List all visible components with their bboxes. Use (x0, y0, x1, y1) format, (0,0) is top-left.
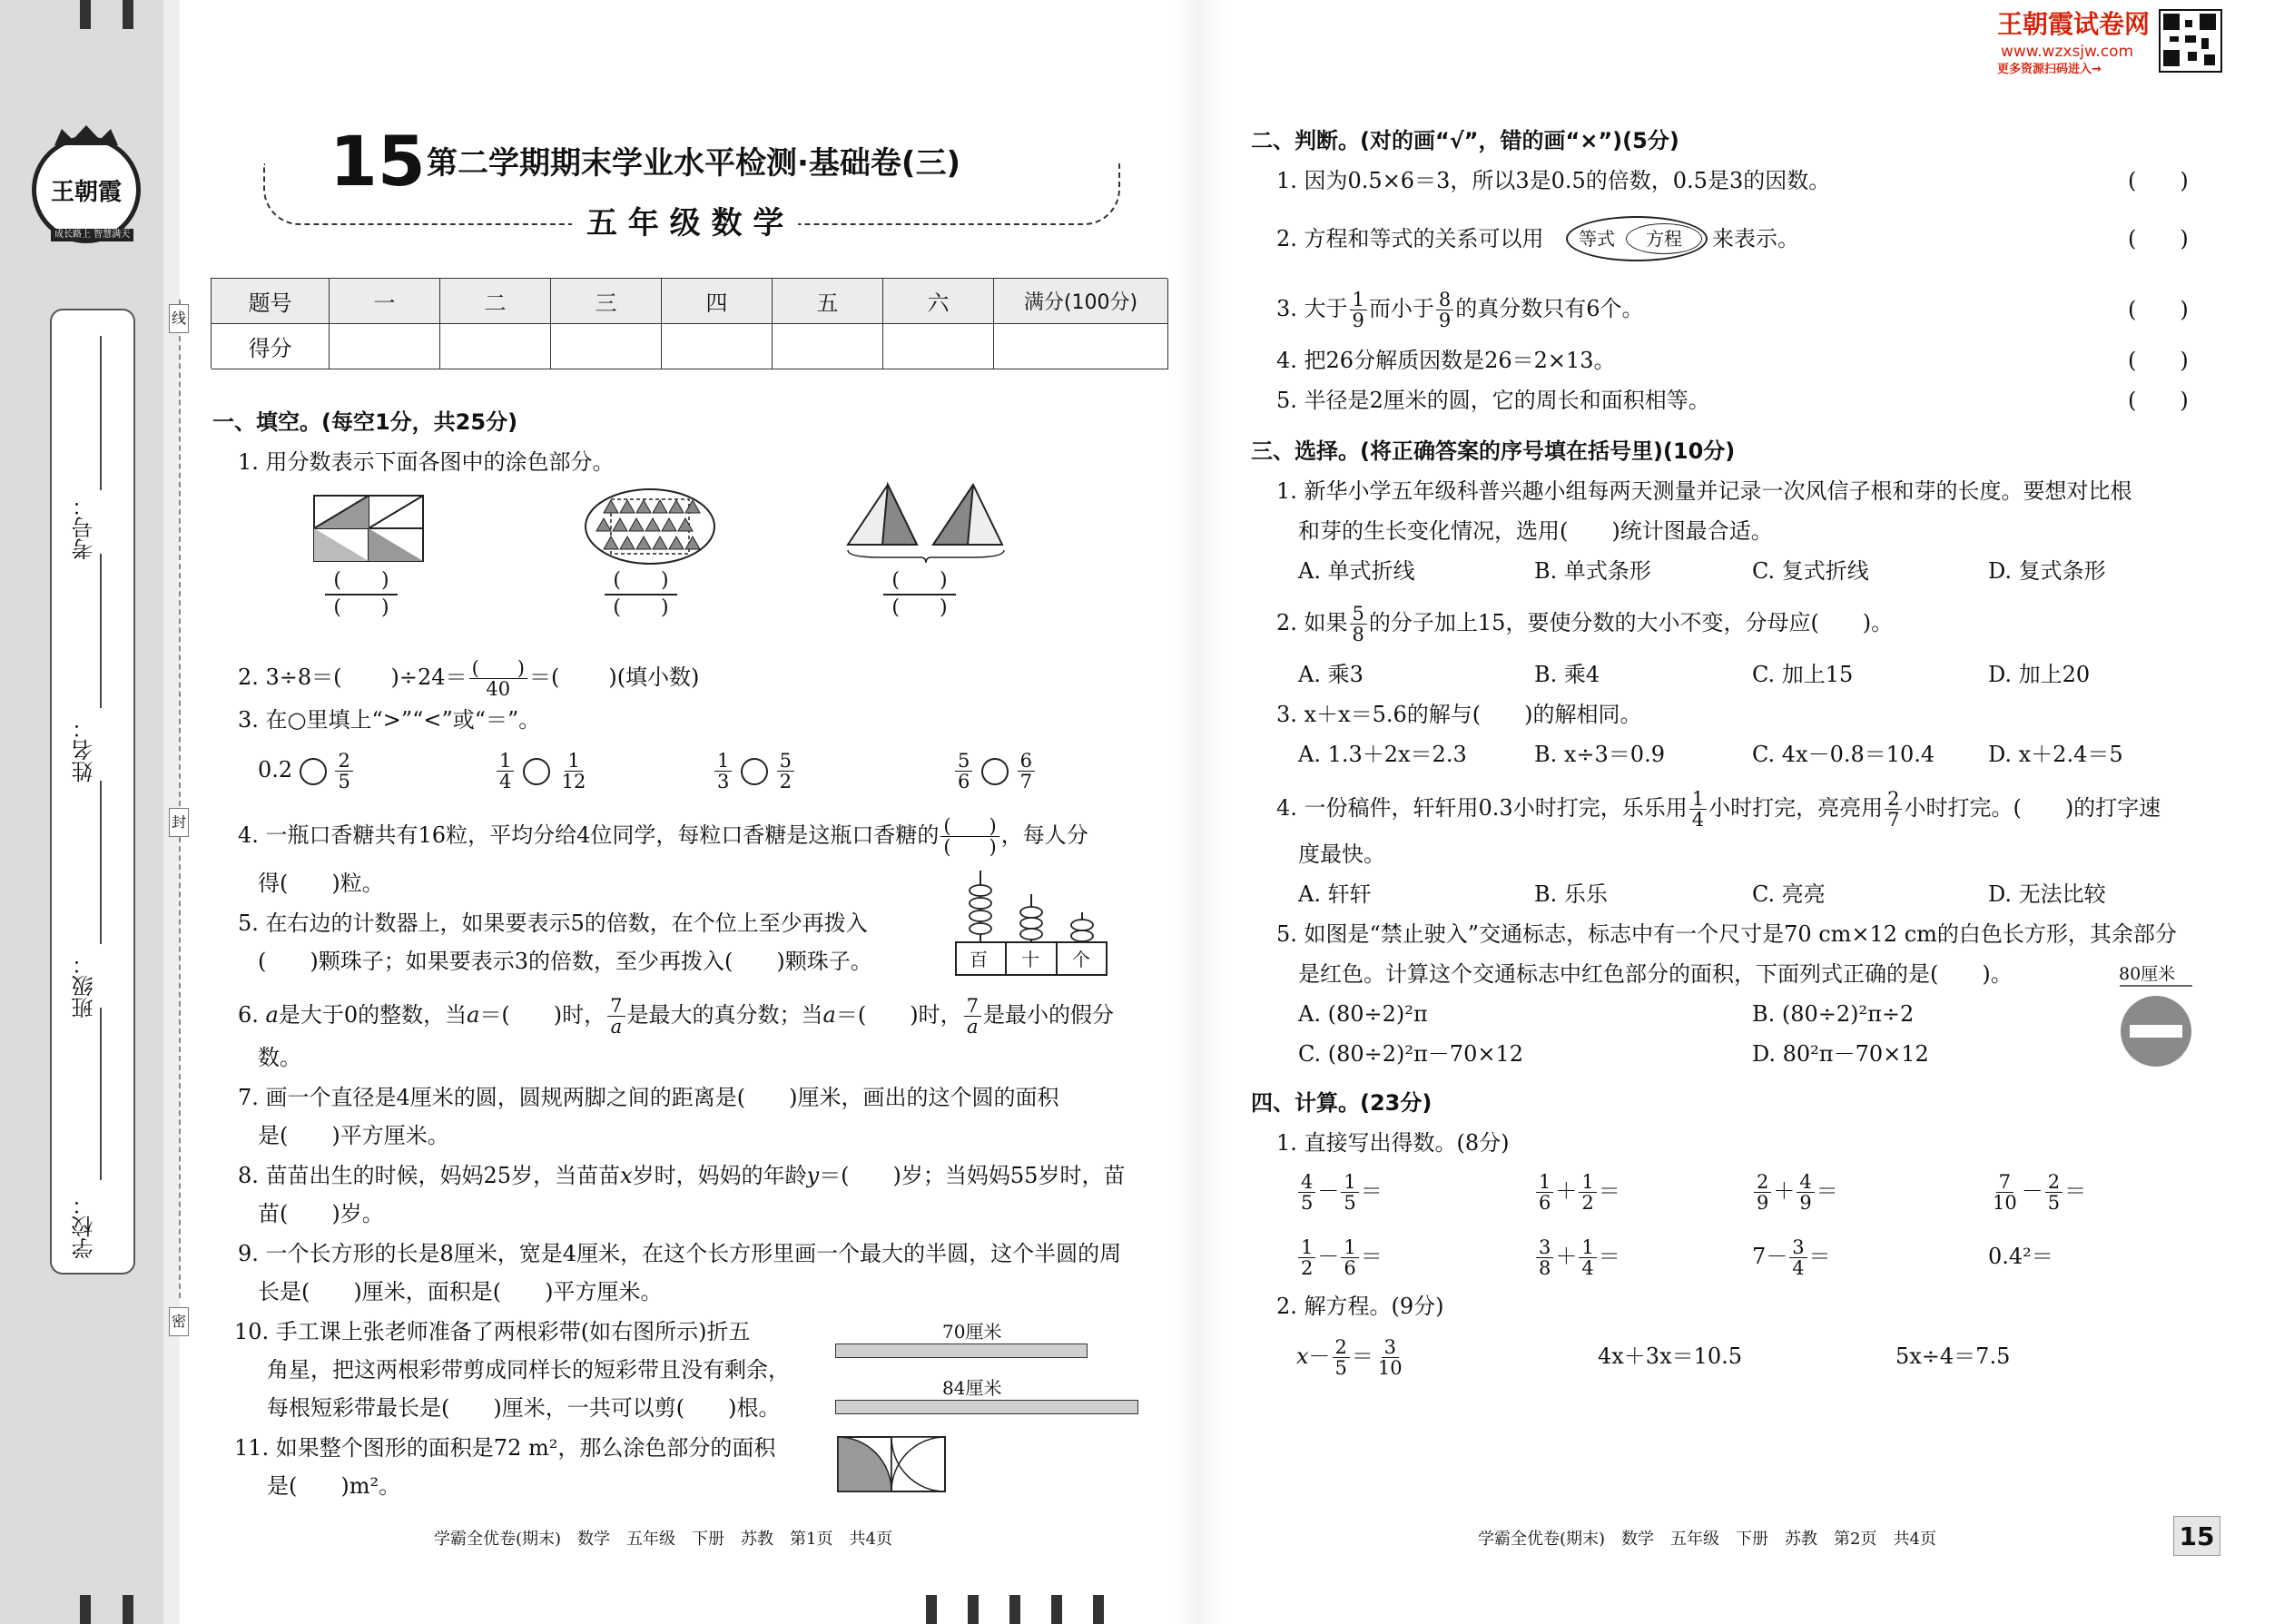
score-cell[interactable] (773, 324, 883, 369)
choice-question: 1. 新华小学五年级科普兴趣小组每两天测量并记录一次风信子根和芽的长度。要想对比根 (1276, 478, 2132, 504)
choice-question: 2. 如果 $\frac{5}{8}$ 的分子加上15，要使分数的大小不变，分母应( )。 (1276, 603, 1894, 645)
answer-fraction[interactable]: ( ) ( ) (605, 568, 677, 621)
footer-left: 学霸全优卷(期末) 数学 五年级 下册 苏教 第1页 共4页 (434, 1530, 892, 1549)
section-heading: 一、填空。(每空1分，共25分) (212, 409, 518, 435)
venn-diagram: 等式 方程 (1566, 216, 1708, 261)
table-row-label: 得分 (212, 324, 330, 369)
crown-icon (54, 125, 118, 145)
section-heading: 三、选择。(将正确答案的序号填在括号里)(10分) (1251, 438, 1736, 464)
option[interactable]: D. 无法比较 (1988, 881, 2106, 907)
compare-item: $\frac{1}{4}$ $\frac{1}{12}$ (495, 744, 590, 795)
ribbon-84 (835, 1400, 1138, 1414)
equation[interactable]: 4x＋3x＝10.5 (1598, 1343, 1743, 1369)
option[interactable]: C. 加上15 (1752, 662, 1854, 687)
option[interactable]: C. 4x－0.8＝10.4 (1752, 742, 1935, 767)
cut-mark (123, 1595, 133, 1624)
table-header-cell: 题号 (212, 279, 330, 324)
seal-line (179, 300, 181, 1298)
question: 每根短彩带最长是( )厘米，一共可以剪( )根。 (267, 1395, 781, 1421)
sub-question: 2. 解方程。(9分) (1276, 1294, 1444, 1319)
page-subtitle: 五 年 级 数 学 (572, 205, 798, 241)
class-field[interactable] (100, 781, 102, 944)
cut-mark (968, 1595, 979, 1624)
table-header-cell: 六 (883, 279, 994, 324)
choice-question: 5. 如图是“禁止驶入”交通标志，标志中有一个尺寸是70 cm×12 cm的白色长方形，其余部分 (1276, 921, 2177, 947)
answer-blank[interactable]: ( ) (2128, 348, 2189, 373)
abacus-label-hundreds: 百 (970, 949, 988, 970)
exam-no-field[interactable] (100, 336, 102, 490)
score-cell[interactable] (883, 324, 994, 369)
page-title: 第二学期期末学业水平检测·基础卷(三) (427, 145, 960, 182)
option[interactable]: B. 乘4 (1534, 662, 1600, 687)
answer-blank[interactable]: ( ) (2128, 226, 2189, 251)
logo-text: 王朝霞 (50, 178, 122, 206)
exam-no-label: 考号： (72, 495, 97, 560)
page-number: 15 (2179, 1521, 2215, 1551)
abacus-label-tens: 十 (1021, 949, 1039, 970)
choice-question: 度最快。 (1298, 842, 1385, 867)
cut-mark (926, 1595, 937, 1624)
equation[interactable]: x－ $\frac{2}{5}$ ＝ $\frac{3}{10}$ (1296, 1336, 1403, 1379)
question: ( )颗珠子；如果要表示3的倍数，至少再拨入( )颗珠子。 (258, 949, 872, 974)
question: 10. 手工课上张老师准备了两根彩带(如右图所示)折五 (234, 1319, 751, 1344)
watermark-brand: 王朝霞试卷网 (1997, 9, 2151, 39)
question: 3. 在○里填上“>”“<”或“＝”。 (238, 707, 541, 733)
abacus-label-ones: 个 (1072, 949, 1090, 970)
section-heading: 二、判断。(对的画“√”，错的画“×”)(5分) (1251, 128, 1679, 153)
logo-tagline: 成长路上 智慧满天 (51, 229, 133, 241)
sign-dimension-label: 80厘米 (2119, 964, 2176, 984)
option[interactable]: C. 亮亮 (1752, 881, 1826, 907)
figure-quarter-circles (837, 1436, 946, 1492)
question: 8. 苗苗出生的时候，妈妈25岁，当苗苗x岁时，妈妈的年龄y＝( )岁；当妈妈55岁时，苗 (238, 1163, 1126, 1188)
no-entry-sign-icon (2113, 982, 2199, 1068)
figure-pyramids (844, 481, 1008, 563)
question: 7. 画一个直径是4厘米的圆，圆规两脚之间的距离是( )厘米，画出的这个圆的面积 (238, 1085, 1059, 1110)
table-header-cell: 二 (440, 279, 551, 324)
answer-blank[interactable]: ( ) (2128, 388, 2189, 413)
qr-code-icon[interactable] (2159, 9, 2222, 73)
answer-blank[interactable]: ( ) (2128, 297, 2189, 322)
table-header-cell: 满分(100分) (994, 279, 1168, 324)
question: 长是( )厘米，面积是( )平方厘米。 (258, 1279, 663, 1304)
question: 角星，把这两根彩带剪成同样长的短彩带且没有剩余， (267, 1357, 790, 1383)
logo-badge (32, 136, 141, 243)
question: 苗( )岁。 (258, 1201, 384, 1226)
cut-mark (1009, 1595, 1020, 1624)
calc-item[interactable]: $\frac{2}{9}$ ＋ $\frac{4}{9}$ ＝ (1752, 1164, 1838, 1218)
judge-item: 5. 半径是2厘米的圆，它的周长和面积相等。 (1276, 388, 1710, 413)
question: 4. 一瓶口香糖共有16粒，平均分给4位同学，每粒口香糖是这瓶口香糖的 $\frac{( )}{( )}$ ，每人分 (238, 815, 1088, 858)
question: 6. a是大于0的整数，当a＝( )时， $\frac{7}{a}$ 是最大的真分数；当a＝( )时， $\frac{7}{a}$ 是最小的假分 (238, 995, 1114, 1038)
question: 得( )粒。 (258, 871, 384, 896)
cut-mark (123, 0, 133, 29)
paper-number: 15 (322, 125, 433, 198)
option[interactable]: B. 乐乐 (1534, 881, 1608, 907)
question: 1. 用分数表示下面各图中的涂色部分。 (238, 449, 615, 475)
option[interactable]: A. 1.3＋2x＝2.3 (1298, 742, 1467, 767)
question: 5. 在右边的计数器上，如果要表示5的倍数，在个位上至少再拨入 (238, 910, 868, 936)
score-cell[interactable] (440, 324, 551, 369)
footer-right: 学霸全优卷(期末) 数学 五年级 下册 苏教 第2页 共4页 (1478, 1530, 1936, 1549)
question: 11. 如果整个图形的面积是72 m²，那么涂色部分的面积 (234, 1435, 776, 1461)
table-header-cell: 四 (662, 279, 773, 324)
calc-item[interactable]: 7－ $\frac{3}{4}$ ＝ (1752, 1236, 1831, 1279)
ribbon-70 (835, 1343, 1088, 1358)
judge-item: 4. 把26分解质因数是26＝2×13。 (1276, 348, 1616, 373)
section-heading: 四、计算。(23分) (1251, 1090, 1433, 1116)
calc-item[interactable]: $\frac{7}{10}$ － $\frac{2}{5}$ ＝ (1993, 1171, 2087, 1214)
option[interactable]: B. 单式条形 (1534, 558, 1651, 584)
student-info-box (50, 309, 135, 1275)
cut-mark (80, 1595, 91, 1624)
figure-rectangle (313, 495, 424, 562)
watermark-url: www.wzxsjw.com (2001, 43, 2134, 61)
name-field[interactable] (100, 554, 102, 708)
seal-char: 封 (169, 808, 189, 837)
class-label: 班级： (72, 953, 97, 1019)
score-table (211, 278, 1167, 369)
calc-item[interactable]: $\frac{4}{5}$ － $\frac{1}{5}$ ＝ (1296, 1164, 1383, 1218)
table-header-cell: 五 (773, 279, 883, 324)
cut-mark (1051, 1595, 1062, 1624)
seal-char: 线 (169, 304, 189, 333)
judge-item: 来表示。 (1712, 226, 1799, 251)
choice-question: 4. 一份稿件，轩轩用0.3小时打完，乐乐用 $\frac{1}{4}$ 小时打完，亮亮用 $\frac{2}{7}$ 小时打完。( )的打字速 (1276, 788, 2161, 831)
calc-item[interactable]: 0.4²＝ (1988, 1244, 2053, 1269)
score-cell[interactable] (994, 324, 1168, 369)
ribbon-label: 84厘米 (942, 1377, 1002, 1399)
option[interactable]: B. x÷3＝0.9 (1534, 742, 1665, 767)
choice-question: 3. x＋x＝5.6的解与( )的解相同。 (1276, 702, 1642, 727)
seal-char: 密 (169, 1307, 189, 1336)
compare-item: 0.2 $\frac{2}{5}$ (258, 744, 355, 795)
school-field[interactable] (100, 1008, 102, 1180)
option[interactable]: D. 加上20 (1988, 662, 2091, 687)
calc-item[interactable]: $\frac{1}{6}$ ＋ $\frac{1}{2}$ ＝ (1534, 1164, 1620, 1218)
name-label: 姓名： (72, 717, 97, 782)
table-header-cell: 三 (551, 279, 662, 324)
score-cell[interactable] (551, 324, 662, 369)
compare-item: $\frac{1}{3}$ $\frac{5}{2}$ (713, 744, 796, 795)
figure-oval (584, 487, 716, 566)
score-cell[interactable] (330, 324, 440, 369)
ribbon-label: 70厘米 (942, 1321, 1002, 1343)
center-gutter-shade (1171, 0, 1226, 1624)
answer-fraction[interactable]: ( ) ( ) (325, 568, 398, 621)
option[interactable]: A. (80÷2)²π (1298, 1001, 1428, 1027)
question: 数。 (258, 1045, 301, 1070)
equation[interactable]: 5x÷4＝7.5 (1895, 1343, 2011, 1369)
calc-item[interactable]: $\frac{3}{8}$ ＋ $\frac{1}{4}$ ＝ (1534, 1229, 1620, 1284)
option[interactable]: C. (80÷2)²π－70×12 (1298, 1041, 1523, 1067)
question: 是( )平方厘米。 (258, 1123, 449, 1148)
option[interactable]: A. 轩轩 (1298, 881, 1372, 907)
option[interactable]: D. 复式条形 (1988, 558, 2106, 584)
answer-blank[interactable]: ( ) (2128, 168, 2189, 193)
sub-question: 1. 直接写出得数。(8分) (1276, 1130, 1510, 1156)
compare-item: $\frac{5}{6}$ $\frac{6}{7}$ (953, 744, 1037, 795)
option[interactable]: B. (80÷2)²π÷2 (1752, 1001, 1915, 1027)
watermark-tagline: 更多资源扫码进入→ (1997, 63, 2102, 76)
score-cell[interactable] (662, 324, 773, 369)
question: 2. 3÷8＝( )÷24＝ $\frac{( )}{40}$ ＝( )(填小数) (238, 657, 700, 700)
option[interactable]: D. x＋2.4＝5 (1988, 742, 2123, 767)
answer-fraction[interactable]: ( ) ( ) (883, 568, 956, 621)
question: 是( )m²。 (267, 1473, 401, 1499)
calc-item[interactable]: $\frac{1}{2}$ － $\frac{1}{6}$ ＝ (1296, 1229, 1383, 1284)
option[interactable]: D. 80²π－70×12 (1752, 1041, 1929, 1067)
question: 9. 一个长方形的长是8厘米，宽是4厘米，在这个长方形里画一个最大的半圆，这个半圆的周 (238, 1241, 1122, 1266)
judge-item: 1. 因为0.5×6＝3，所以3是0.5的倍数，0.5是3的因数。 (1276, 168, 1831, 193)
judge-item: 2. 方程和等式的关系可以用 (1276, 226, 1544, 251)
choice-question: 和芽的生长变化情况，选用( )统计图最合适。 (1298, 518, 1773, 544)
cut-mark (80, 0, 91, 29)
option[interactable]: C. 复式折线 (1752, 558, 1869, 584)
choice-question: 是红色。计算这个交通标志中红色部分的面积，下面列式正确的是( )。 (1298, 961, 2013, 987)
school-label: 学校： (72, 1194, 97, 1259)
option[interactable]: A. 单式折线 (1298, 558, 1415, 584)
judge-item: 3. 大于 $\frac{1}{9}$ 而小于 $\frac{8}{9}$ 的真分数只有6个。 (1276, 289, 1644, 331)
table-header-cell: 一 (330, 279, 440, 324)
page-number-box (2173, 1516, 2220, 1556)
option[interactable]: A. 乘3 (1298, 662, 1364, 687)
cut-mark (1093, 1595, 1104, 1624)
